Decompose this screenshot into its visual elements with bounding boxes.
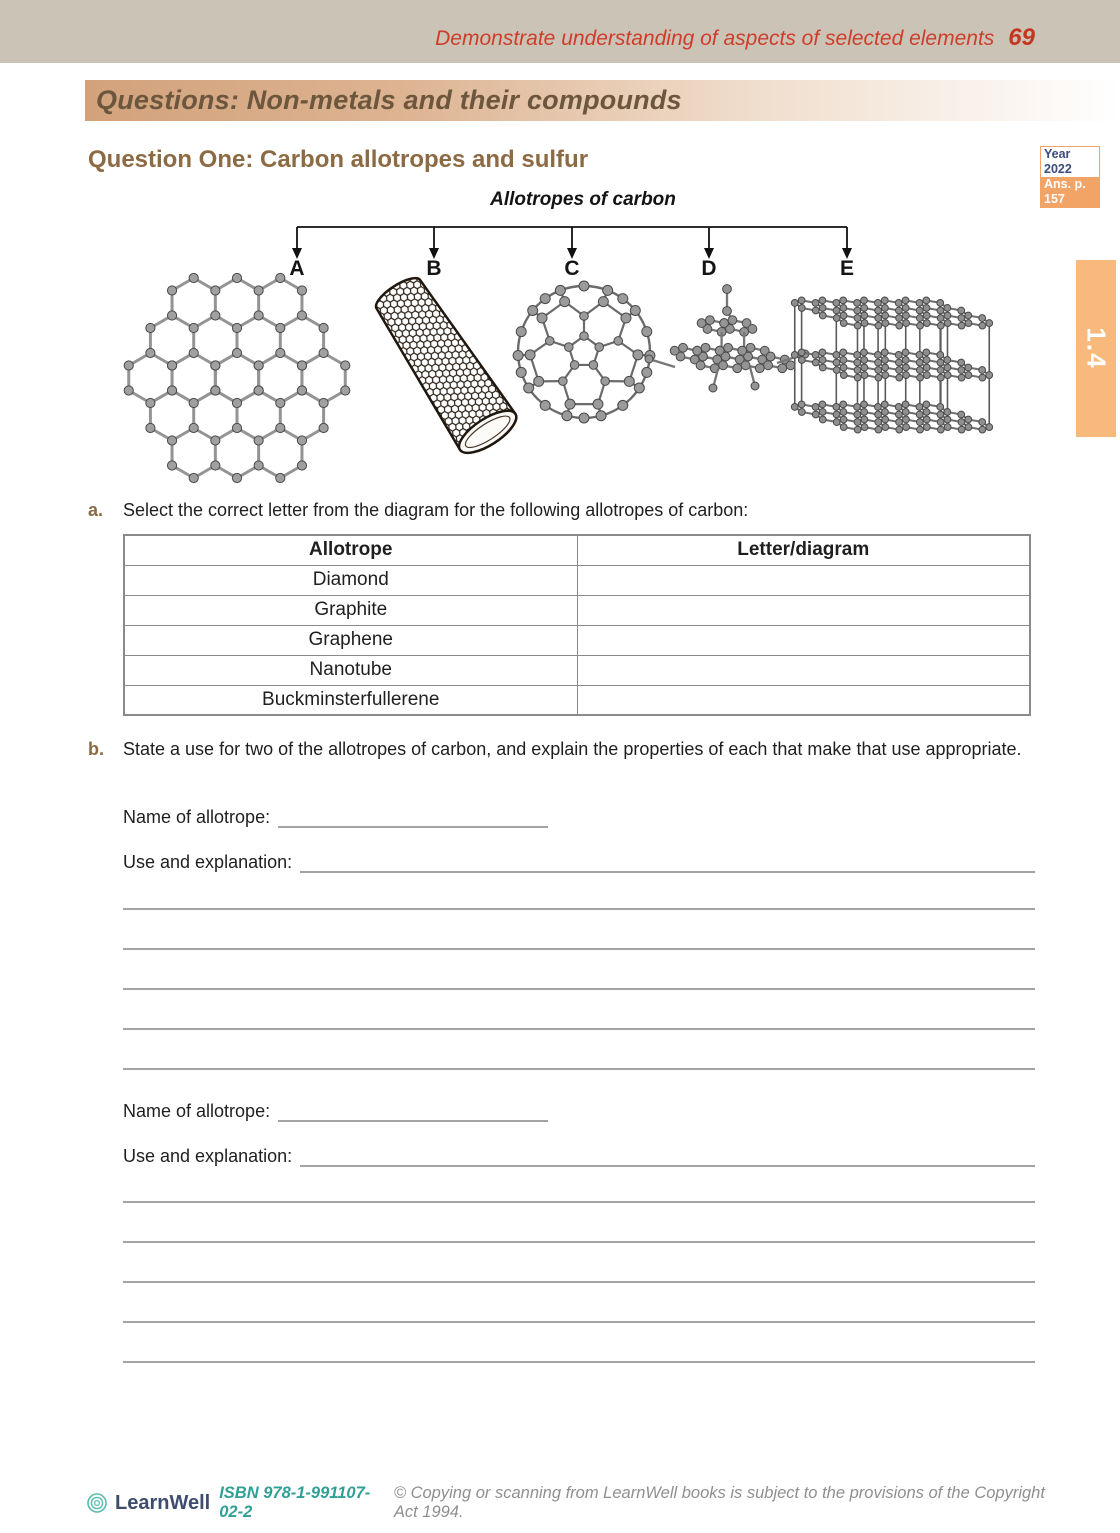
- use-explanation-blank: [300, 871, 1035, 873]
- table-header-letter: Letter/diagram: [577, 535, 1030, 565]
- carbon-allotropes-illustration: [0, 185, 1120, 490]
- use-explanation-row: [123, 1122, 1035, 1167]
- allotrope-name-blank: [278, 826, 548, 828]
- part-a: [88, 497, 1035, 523]
- chapter-number: 1.4: [1081, 327, 1112, 370]
- answer-line: [123, 1203, 1035, 1243]
- answer-line: [123, 1323, 1035, 1363]
- badge-year: Year 2022: [1041, 147, 1099, 177]
- answer-block-1: [123, 800, 1035, 1070]
- running-header-title: Demonstrate understanding of aspects of selected elements: [435, 27, 995, 50]
- letter-answer-cell: [577, 655, 1030, 685]
- letter-answer-cell: [577, 565, 1030, 595]
- page-number: 69: [1008, 24, 1035, 51]
- allotrope-name-blank: [278, 1120, 548, 1122]
- footer-copyright: © Copying or scanning from LearnWell books is subject to the provisions of the Copyright Act 1994.: [393, 1484, 1045, 1521]
- answer-line: [123, 873, 1035, 910]
- allotrope-name-row: [123, 1094, 1035, 1122]
- structure-b-nanotube: [366, 269, 523, 461]
- allotrope-name-cell: Nanotube: [124, 655, 577, 685]
- diagram-label-c: C: [564, 257, 580, 280]
- running-header-row: [435, 24, 1035, 52]
- structure-c-fullerene-sphere: [513, 281, 655, 423]
- letter-answer-cell: [577, 595, 1030, 625]
- part-a-text: Select the correct letter from the diagram for the following allotropes of carbon:: [123, 500, 749, 520]
- table-row: [124, 655, 1030, 685]
- table-header-row: [124, 535, 1030, 565]
- diagram-title: Allotropes of carbon: [490, 189, 676, 210]
- answer-line: [123, 950, 1035, 990]
- badge-answer-page: Ans. p. 157: [1041, 177, 1099, 207]
- footer-isbn: ISBN 978-1-991107-02-2: [219, 1484, 371, 1521]
- table-row: [124, 565, 1030, 595]
- table-row: [124, 685, 1030, 715]
- part-b: [88, 736, 1035, 762]
- part-b-text: State a use for two of the allotropes of carbon, and explain the properties of each that make that use appropriate.: [123, 739, 1022, 759]
- page-footer: [86, 1484, 1046, 1522]
- allotrope-name-cell: Buckminsterfullerene: [124, 685, 577, 715]
- use-explanation-row: [123, 828, 1035, 873]
- tree-connector: [292, 227, 852, 259]
- diagram-label-d: D: [701, 257, 717, 280]
- part-b-label: b.: [88, 739, 104, 759]
- answer-line: [123, 1283, 1035, 1323]
- page-header-band: [0, 0, 1120, 63]
- use-explanation-blank: [300, 1165, 1035, 1167]
- use-explanation-label: Use and explanation:: [123, 852, 293, 872]
- diagram-label-a: A: [289, 257, 305, 280]
- allotrope-name-cell: Graphene: [124, 625, 577, 655]
- structure-e-layered-sheets: [791, 297, 992, 433]
- answer-line: [123, 1167, 1035, 1203]
- learnwell-logo-icon: [86, 1492, 108, 1514]
- diagram-label-e: E: [839, 257, 854, 280]
- table-header-allotrope: Allotrope: [124, 535, 577, 565]
- allotrope-name-cell: Graphite: [124, 595, 577, 625]
- section-title-bar: [85, 80, 1120, 121]
- table-row: [124, 625, 1030, 655]
- question-title: Question One: Carbon allotropes and sulfur: [88, 146, 589, 173]
- structure-d-lattice-pyramid: [645, 285, 809, 392]
- answer-line: [123, 1243, 1035, 1283]
- allotrope-table: [123, 534, 1031, 716]
- answer-line: [123, 910, 1035, 950]
- use-explanation-label: Use and explanation:: [123, 1146, 293, 1166]
- diagram-label-b: B: [426, 257, 442, 280]
- allotrope-name-row: [123, 800, 1035, 828]
- structure-a-hexagonal-sheet: [124, 273, 350, 482]
- allotrope-name-cell: Diamond: [124, 565, 577, 595]
- footer-brand: LearnWell: [115, 1491, 211, 1514]
- letter-answer-cell: [577, 685, 1030, 715]
- answer-block-2: [123, 1094, 1035, 1363]
- allotrope-name-label: Name of allotrope:: [123, 807, 271, 827]
- letter-answer-cell: [577, 625, 1030, 655]
- allotrope-name-label: Name of allotrope:: [123, 1101, 271, 1121]
- table-row: [124, 595, 1030, 625]
- part-a-label: a.: [88, 500, 104, 520]
- section-title: Questions: Non-metals and their compounds: [96, 85, 682, 115]
- answer-line: [123, 990, 1035, 1030]
- answer-line: [123, 1030, 1035, 1070]
